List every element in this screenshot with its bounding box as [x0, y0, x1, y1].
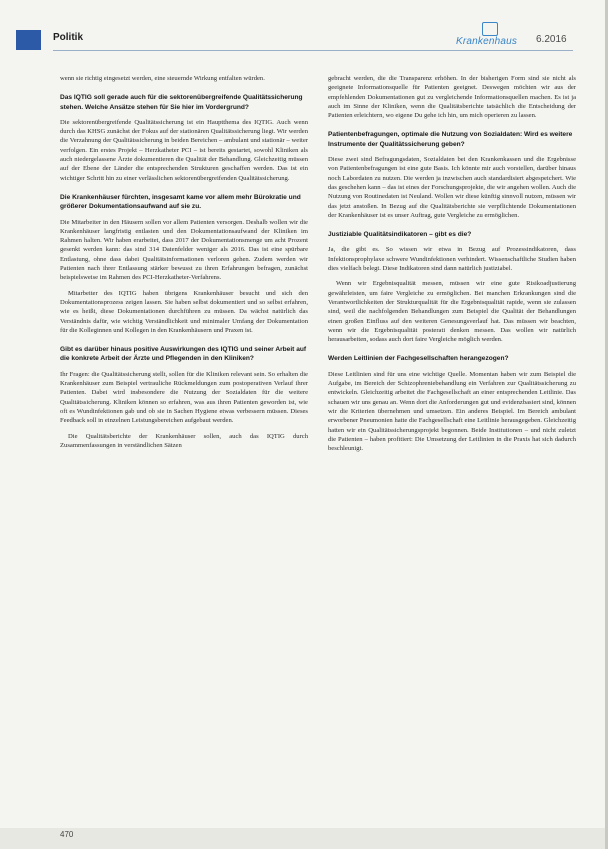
paragraph: Wenn wir Ergebnisqualität messen, müssen wir eine gute Risikoadjustierung gewährleisten, um faire Vergleiche zu ermöglichen. Bei manchen Erkrankungen sind die Verantwortlichkeiten der Strukturqualität für die Ergebnisqualität rapide, wenn sie zulassen sind, weil die nachfolgenden Behandlungen zum Beispiel die Qualität der Behandlungen einen großen Einfluss auf den weiteren Genesungsverlauf hat. Das müssen wir beachten, wenn wir die Ergebnisqualität posterati denken messen. Das wollen wir natürlich herausarbeiten, sodass auch dort faire Vergleiche möglich werden.: [328, 280, 576, 344]
question-heading: Die Krankenhäuser fürchten, insgesamt kame vor allem mehr Bürokratie und größerer Dokumentationsaufwand auf sie zu.: [60, 193, 301, 211]
logo-icon: [482, 22, 498, 36]
section-title: Politik: [53, 32, 84, 43]
footer-bar: [0, 828, 608, 849]
brand-logo: [456, 22, 526, 50]
issue-number: 6.2016: [536, 34, 567, 45]
header-rule: [53, 50, 573, 51]
right-column: [328, 74, 576, 459]
left-column: [60, 74, 308, 456]
section-color-tab: [16, 30, 41, 50]
question-heading: Patientenbefragungen, optimale die Nutzung von Sozialdaten: Wird es weitere Instrumente der Qualitätssicherung geben?: [328, 131, 573, 148]
question-heading: Gibt es darüber hinaus positive Auswirkungen des IQTIG und seiner Arbeit auf die konkrete Arbeit der Ärzte und Pflegenden in den Kliniken?: [60, 346, 307, 363]
paragraph: Die Mitarbeiter in den Häusern sollen vor allem Patienten versorgen. Deshalb wollen wir die Krankenhäuser langfristig entlasten und den Dokumentationsaufwand der Kliniken im Rahmen halten. Wir haben erarbeitet, dass 2017 der Dokumentationsmenge um acht Prozent gesenkt werden kann: das sind 314 Datenfelder weniger als 2016. Das ist eine spürbare Entlastung, ohne dass dabei Qualitätsinformationen verloren gehen. Zudem werden wir Patienten nach ihrer Entlassung stärker bewusst zu ihren Erfahrungen befragen, zunächst beispielsweise im Rahmen des PCI-Herzkatheter-Verfahrens.: [60, 218, 308, 282]
page-header: [0, 0, 608, 60]
paragraph: Diese Leitlinien sind für uns eine wichtige Quelle. Momentan haben wir zum Beispiel die Aufgabe, im Bereich der Schizophreniebehandlung ein Verfahren zur Qualitätssicherung zu entwickeln. Gleichzeitig arbeitet die Fachgesellschaft an einer entsprechenden Leitlinie. Das schauen wir uns genau an. Wenn dort die Anforderungen gut und evidenzbasiert sind, können wir die Kriterien übernehmen und umsetzen. Ein anderes Beispiel. Im Bereich ambulant erworbener Pneumonien hatte die Fachgesellschaft eine Leitlinie herausgegeben. Gleichzeitig hatten wir ein Qualitätssicherungsprojekt begonnen. Beide Institutionen – und nicht zuletzt die Patienten – haben profitiert: Die Umsetzung der Leitlinien in die Praxis hat sich dadurch beschleunigt.: [328, 370, 576, 453]
paragraph: Diese zwei sind Befragungsdaten, Sozialdaten bei den Krankenkassen und die Ergebnisse von Patientenbefragungen ist eine gute Basis. Ich könnte mir auch vorstellen, darüber hinaus noch Labordaten zu nutzen. Die werden ja inzwischen auch standardisiert abgespeichert. Wie das geschehen kann – das ist eines der Forschungsprojekte, die wir angehen wollen. Auch die Nutzung von Routinedaten ist Neuland. Wollen wir diese künftig sinnvoll nutzen, müssen wir das jetzt anstoßen. In Bezug auf die Qualitätsberichte sie verpflichtende Dokumentationen der Krankenhäuser ist es unser Auftrag, gute Vergleiche zu ermöglichen.: [328, 156, 576, 219]
paragraph: Ja, die gibt es. So wissen wir etwa in Bezug auf Prozessindikatoren, dass Infektionsprophylaxe schwere Wundinfektionen verhindert. Wissenschaftliche Studien haben dies vielfach belegt. Diese Indikatoren sind dann natürlich justiziabel.: [328, 246, 576, 273]
paragraph: Die sektorenübergreifende Qualitätssicherung ist ein Hauptthema des IQTIG. Auch wenn durch das KHSG zunächst der Fokus auf der stationären Qualitätssicherung liegt. Wir werden die Verzahnung der Qualitätssicherung in beiden Bereichen – ambulant und stationär – weiter verfolgen. Ein erstes Projekt – Herzkatheter PCI – ist bereits gestartet, sowohl Kliniken als auch niedergelassene Ärzte dokumentieren die Qualität der Behandlung. Gleichzeitig müssen auf der Ebene der Länder die entsprechenden Strukturen geschaffen werden. Das ist ein wichtiger Schritt hin zu einer verlässlichen sektorenübergreifenden Qualitätssicherung.: [60, 118, 308, 182]
paragraph: Ihr Fragen: die Qualitätssicherung stellt, sollen für die Kliniken relevant sein. So erhalten die Krankenhäuser zum Beispiel vertrauliche Rückmeldungen zum postoperativen Verlauf ihrer Patienten. Dabei wird insbesondere die Nutzung der Sozialdaten für die weitere Qualitätssicherung. Kliniken können so erfahren, was aus ihren Patienten geworden ist, wie oft es Wundinfektionen gab und ob sie in Sachen Hygiene etwas verbessern müssen. Dieses Feedback soll in einzelnen Leistungsbereichen aufgebaut werden.: [60, 370, 308, 425]
brand-name: Krankenhaus: [456, 36, 518, 47]
question-heading: Justiziable Qualitätsindikatoren – gibt es die?: [328, 231, 472, 239]
paragraph: Die Qualitätsberichte der Krankenhäuser sollen, auch das IQTIG durch Zusammenfassungen in verständlichen Sätzen: [60, 432, 308, 449]
paragraph: gebracht werden, die die Transparenz erhöhen. In der bisherigen Form sind sie nicht als geeignete Informationsquelle für Patienten geeignet. Deswegen möchten wir aus der empfehlenden Dokumentationen gut zu vergleichende Informationsquellen machen. Es ist ja auch im Sinne der Kliniken, wenn die Qualitätsberichte tatsächlich die Entscheidung der Patienten erleichtern, wo eigene Du gehe ich hin, um mich operieren zu lassen.: [328, 75, 576, 120]
paragraph: Mitarbeiter des IQTIG haben übrigens Krankenhäuser besucht und sich den Dokumentationsprozess zeigen lassen. Sie haben selbst dokumentiert und so selbst erfahren, wie es heißt, diese Dokumentationen durchführen zu müssen. Da wächst natürlich das Verständnis dafür, wie wichtig Verständlichkeit und minimaler Umfang der Dokumentation für die Kolleginnen und Kollegen in den Krankenhäusern und Praxen ist.: [60, 289, 308, 334]
paragraph: wenn sie richtig eingesetzt werden, eine steuernde Wirkung entfalten würden.: [60, 75, 265, 82]
question-heading: Das IQTIG soll gerade auch für die sektorenübergreifende Qualitätssicherung stehen. Welche Ansätze stehen für Sie hier im Vordergrund?: [60, 94, 303, 111]
question-heading: Werden Leitlinien der Fachgesellschaften herangezogen?: [328, 355, 509, 363]
page-number: 470: [60, 830, 74, 839]
